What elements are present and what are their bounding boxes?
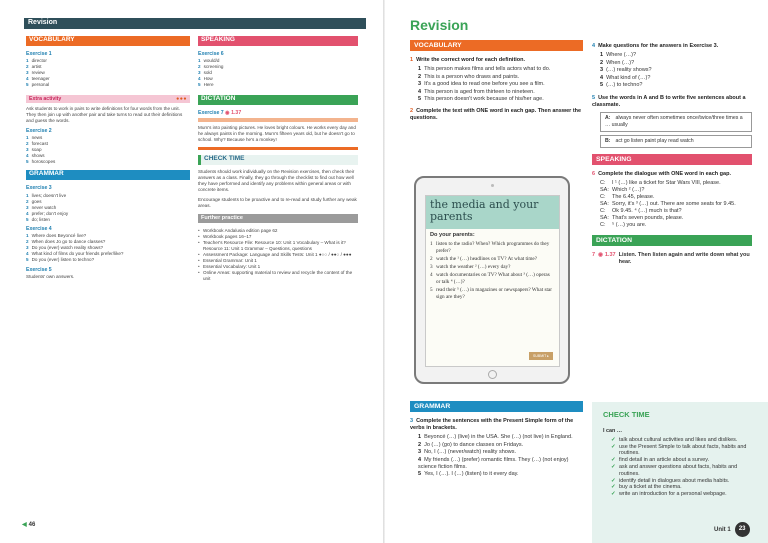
word-box-a: A: always never often sometimes once/twice/three times a … usually — [600, 112, 752, 132]
answer-item: 5 horoscopes — [26, 159, 56, 165]
triangle-left-icon: ◀ — [22, 522, 27, 528]
exercise-6-instruction: 6 Complete the dialogue with ONE word in each gap. — [592, 171, 731, 177]
difficulty-dots-icon: ●●● — [176, 95, 187, 102]
further-practice-list — [198, 228, 358, 283]
list-item: 4 What kind of (…)? — [600, 74, 651, 81]
left-page-number: ◀ 46 — [22, 522, 36, 528]
word-box-b: B: act go listen paint play read watch — [600, 135, 752, 148]
speaking-heading: SPEAKING — [198, 36, 358, 46]
list-item: • Workbook pages 16–17 — [198, 234, 358, 240]
audio-track-bar — [198, 118, 358, 122]
list-item: 4 This person is aged from thirteen to nineteen. — [418, 88, 535, 95]
list-item: • Essential Grammar: Unit 1 — [198, 258, 358, 264]
extra-activity-text: Ask students to work in pairs to write definitions for four words from the unit. They then join up with another pair and take turns to read out their definitions and guess the words. — [26, 105, 183, 123]
grammar-heading: GRAMMAR — [26, 170, 190, 180]
checklist — [613, 437, 753, 498]
list-item: 5 (…) to techno? — [600, 82, 643, 88]
left-column-a — [26, 36, 190, 280]
answer-item: 4 teenager — [26, 76, 50, 82]
exercise-4-list — [600, 52, 752, 89]
exercise-3-title: Exercise 3 — [26, 185, 52, 192]
list-item: 5 Yes, I (…). I (…) (listen) to it every day. — [418, 471, 519, 477]
checklist-item: ✓ write an introduction for a personal webpage. — [613, 491, 753, 498]
left-page-header: Revision — [24, 18, 366, 29]
audio-cd-icon[interactable]: ◉ — [598, 252, 603, 258]
list-item: • Online Areas: supporting material to review and recycle the content of the unit — [198, 270, 358, 282]
exercise-1-answers — [26, 58, 190, 88]
dialogue-line: C: The 6.45, please. — [600, 194, 655, 200]
list-item: 3 It's a good idea to read one before you see a film. — [418, 81, 545, 87]
exercise-2-title: Exercise 2 — [26, 127, 52, 134]
tablet-screen — [425, 195, 560, 367]
page-title: Revision — [410, 17, 469, 33]
dialogue-line: C: I ¹ (…) like a ticket for Star Wars VIII, please. — [600, 180, 721, 186]
list-item: 3 (…) reality shows? — [600, 67, 652, 73]
checklist-item: ✓ talk about cultural activities and likes and dislikes. — [613, 437, 753, 444]
answer-item: 3 Do you (ever) watch reality shows? — [26, 245, 104, 251]
exercise-1-instruction: 1 Write the correct word for each definition. — [410, 57, 526, 63]
left-column-b — [198, 36, 358, 282]
dialogue — [600, 180, 752, 229]
answer-item: 3 never watch — [26, 204, 57, 210]
tablet-illustration — [414, 176, 570, 384]
list-item: 2 When (…)? — [600, 59, 635, 66]
checklist-item: ✓ buy a ticket at the cinema. — [613, 484, 753, 491]
further-practice-heading: Further practice — [198, 214, 358, 223]
survey-question: 1 listen to the radio? When? Which programmes do they prefer? — [430, 241, 550, 254]
list-item: • Teacher's Resource File: Resource 10: Unit 1 Vocabulary – What is it? Resource 11: Unit 1 Grammar – Questions, questions — [198, 240, 358, 252]
survey-question: 5 read their ⁵ (…) in magazines or newspapers? What star sign are they? — [430, 287, 552, 300]
list-item: • Essential Vocabulary: Unit 1 — [198, 264, 358, 270]
submit-button[interactable]: SUBMIT ▸ — [529, 352, 553, 360]
right-page-footer — [714, 522, 750, 537]
list-item: 1 Beyoncé (…) (live) in the USA. She (…) (not live) in England. — [418, 434, 573, 440]
dialogue-line: SA: Sorry, it's ³ (…) out. There are some seats for 9.45. — [600, 201, 736, 207]
answer-item: 4 shows — [26, 153, 45, 159]
dialogue-line: C: Ok 9.45. ⁴ (…) much is that? — [600, 208, 682, 214]
survey-question: 2 watch the ¹ (…) headlines on TV? At what time? — [430, 256, 538, 262]
answer-item: 5 personal — [26, 82, 50, 88]
answer-item: 3 soap — [26, 147, 42, 153]
answer-item: 1 lives; doesn't live — [26, 192, 67, 198]
page-number: 23 — [735, 522, 750, 537]
exercise-7-title: Exercise 7 ◉ 1.37 — [198, 109, 242, 116]
list-item: 5 This person doesn't work because of his/her age. — [418, 96, 544, 102]
list-item: 2 This is a person who draws and paints. — [418, 73, 520, 80]
exercise-7-instruction: 7 ◉ 1.37 Listen. Then listen again and write down what you hear. — [592, 252, 750, 265]
extra-activity-heading: Extra activity ●●● — [26, 95, 190, 103]
exercise-6-answers — [198, 58, 358, 88]
answer-item: 4 How — [198, 76, 213, 82]
answer-item: 2 When does Jo go to dance classes? — [26, 239, 106, 245]
unit-label: Unit 1 — [714, 526, 731, 533]
answer-item: 1 Where does Beyoncé live? — [26, 233, 87, 239]
survey-intro: Do your parents: — [430, 232, 475, 238]
answer-item: 2 artist — [26, 64, 42, 70]
exercise-5-answer: Students' own answers. — [26, 273, 75, 279]
dialogue-line: SA: That's seven pounds, please. — [600, 215, 684, 221]
dictation-transcript: Mum's into painting pictures. He loves bright colours. He works every day and he always paints in the morning. Mum's fifteen years old, but he doesn't go to school. Why? Because he's a monkey! — [198, 124, 356, 142]
list-item: 1 Where (…)? — [600, 52, 637, 58]
answer-item: 2 forecast — [26, 141, 48, 147]
check-time-text-1: Students should work individually on the Revision exercises, then check their answers as a class. Finally, they go through the checklist to find out how well they have performed and identify any problems within general areas or with concrete items. — [198, 168, 355, 193]
track-number: 1.37 — [231, 109, 242, 116]
survey-question: 3 watch the weather ² (…) every day? — [430, 264, 511, 270]
survey-title: the media and your parents — [426, 196, 559, 229]
answer-item: 1 news — [26, 134, 43, 140]
list-item: 4 My friends (…) (prefer) romantic films. They (…) (not enjoy) science fiction films. — [418, 456, 569, 470]
answer-item: 1 director — [26, 58, 47, 64]
answer-item: 4 prefer; don't enjoy — [26, 210, 69, 216]
right-column-b — [592, 40, 752, 266]
list-item: 1 This person makes films and tells actors what to do. — [418, 66, 551, 72]
check-time-heading: CHECK TIME — [198, 155, 358, 165]
checklist-item: ✓ use the Present Simple to talk about facts, habits and routines. — [613, 444, 753, 458]
exercise-3-instruction: 3 Complete the sentences with the Present Simple form of the verbs in brackets. — [410, 418, 574, 431]
survey-body — [426, 229, 559, 305]
answer-item: 3 review — [26, 70, 45, 76]
answer-item: 2 screening — [198, 64, 224, 70]
track-number: 1.37 — [604, 252, 616, 258]
exercise-3-list — [418, 434, 583, 478]
dialogue-line: C: ⁵ (…) you are. — [600, 222, 647, 228]
dictation-heading: DICTATION — [592, 235, 752, 246]
survey-question: 4 watch documentaries on TV? What about ³ (…) operas or talk ⁴ (…)? — [430, 272, 550, 285]
list-item: • Workbook Andalusia edition page 62 — [198, 228, 358, 234]
answer-item: 3 sold — [198, 70, 212, 76]
answer-item: 4 What kind of films do your friends prefer/like? — [26, 251, 124, 257]
exercise-4-answers — [26, 233, 190, 263]
list-item: 3 No, I (…) (never/watch) reality shows. — [418, 449, 517, 455]
i-can-label: I can … — [603, 428, 623, 434]
checklist-item: ✓ identify detail in dialogues about media habits. — [613, 478, 753, 485]
exercise-4-instruction: 4 Make questions for the answers in Exercise 3. — [592, 43, 719, 49]
answer-item: 1 would/d — [198, 58, 220, 64]
camera-icon — [491, 184, 494, 187]
survey-questions — [430, 241, 555, 301]
answer-item: 5 do; listen — [26, 216, 50, 222]
list-item: • Assessment Package: Language and Skills Tests: Unit 1 ●○○ / ●●○ / ●●● — [198, 252, 358, 258]
exercise-1-list — [418, 66, 583, 103]
check-time-heading: CHECK TIME — [603, 410, 650, 419]
check-time-text-2: Encourage students to be proactive and to re-read and study further any weak areas. — [198, 197, 357, 209]
right-column-a — [410, 40, 583, 124]
divider — [198, 147, 358, 150]
check-time-body — [603, 428, 753, 498]
answer-item: 5 Here — [198, 82, 214, 88]
audio-cd-icon: ◉ — [225, 109, 230, 116]
checklist-item: ✓ find detail in an article about a survey. — [613, 457, 753, 464]
exercise-6-title: Exercise 6 — [198, 51, 224, 57]
dictation-heading: DICTATION — [198, 95, 358, 105]
exercise-2-answers — [26, 135, 190, 165]
vocabulary-heading: VOCABULARY — [26, 36, 190, 46]
speaking-heading: SPEAKING — [592, 154, 752, 165]
exercise-5-instruction: 5 Use the words in A and B to write five sentences about a classmate. — [592, 95, 746, 108]
list-item: 2 Jo (…) (go) to dance classes on Fridays. — [418, 441, 524, 448]
exercise-1-title: Exercise 1 — [26, 51, 52, 57]
home-button-icon — [488, 370, 497, 379]
grammar-heading: GRAMMAR — [410, 401, 583, 412]
vocabulary-heading: VOCABULARY — [410, 40, 583, 51]
grammar-section — [410, 401, 583, 479]
exercise-2-instruction: 2 Complete the text with ONE word in each gap. Then answer the questions. — [410, 108, 582, 121]
checklist-item: ✓ ask and answer questions about facts, habits and routines. — [613, 464, 753, 478]
dialogue-line: SA: Which ² (…)? — [600, 187, 645, 193]
book-spine — [383, 0, 385, 543]
exercise-3-answers — [26, 193, 190, 223]
exercise-5-title: Exercise 5 — [26, 266, 52, 273]
exercise-4-title: Exercise 4 — [26, 225, 52, 232]
answer-item: 5 Do you (ever) listen to techno? — [26, 257, 95, 263]
answer-item: 2 goes — [26, 198, 42, 204]
